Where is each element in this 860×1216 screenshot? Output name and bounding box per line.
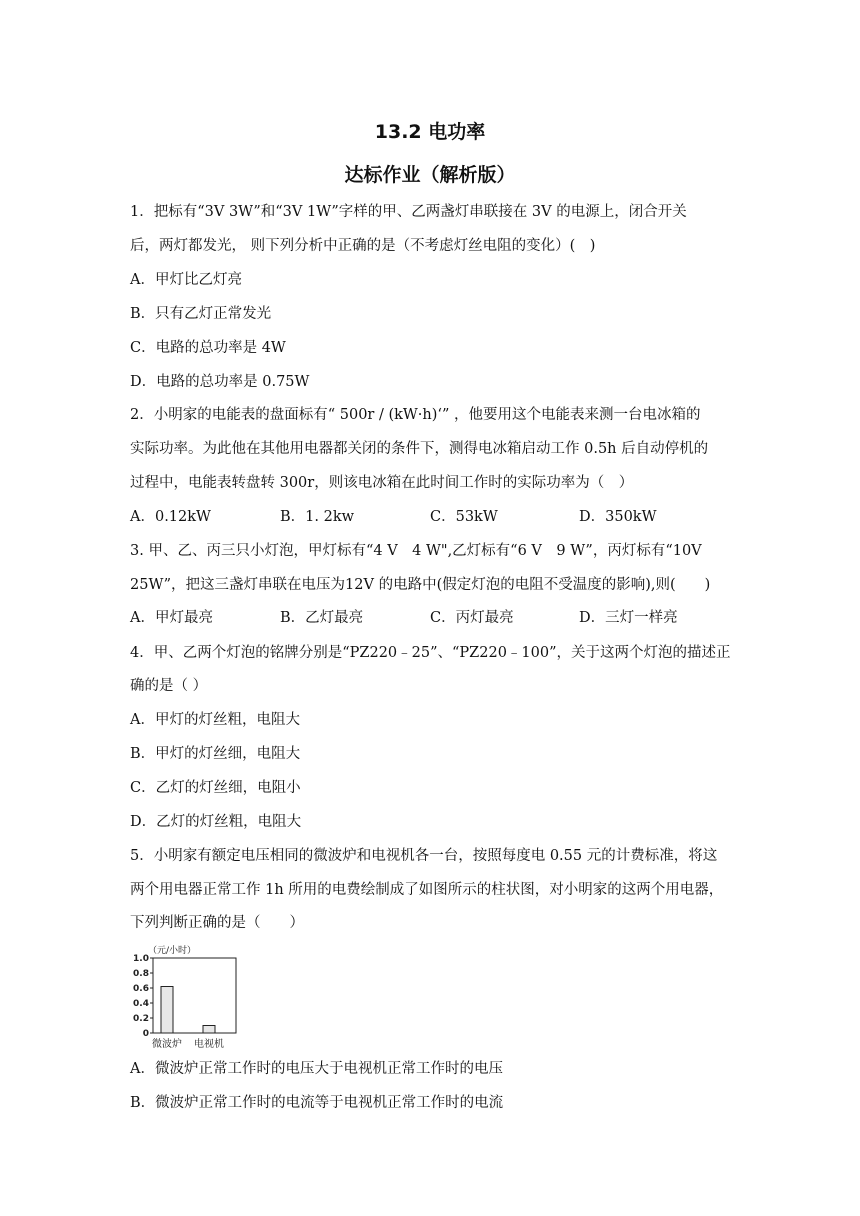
x-category-label: 电视机 [194,1039,224,1050]
q3-option-b: B．乙灯最亮 [280,610,364,626]
q4-option-b: B．甲灯的灯丝细，电阻大 [130,746,301,762]
q5-text-line3: 下列判断正确的是（ ） [130,915,304,931]
q3-text-line2: 25W”，把这三盏灯串联在电压为12V 的电路中(假定灯泡的电阻不受温度的影响),则( ) [130,577,711,593]
q3-option-d: D．三灯一样亮 [579,610,678,626]
q4-option-a: A．甲灯的灯丝粗，电阻大 [130,712,300,728]
q3-option-c: C．丙灯最亮 [430,610,514,626]
q1-option-b: B．只有乙灯正常发光 [130,306,272,322]
q1-option-d: D．电路的总功率是 0.75W [130,374,310,390]
y-tick-label: 0.8 [133,969,149,979]
q2-options-row [130,507,730,527]
q4-text-line2: 确的是（ ） [130,678,208,694]
x-category-label: 微波炉 [152,1039,182,1050]
q2-text-line2: 实际功率。为此他在其他用电器都关闭的条件下，测得电冰箱启动工作 0.5h 后自动停机的 [130,441,709,457]
y-tick-label: 0 [142,1029,149,1039]
q4-option-c: C．乙灯的灯丝细，电阻小 [130,780,301,796]
q2-text-line3: 过程中，电能表转盘转 300r，则该电冰箱在此时间工作时的实际功率为（ ） [130,475,634,491]
page-subtitle: 达标作业（解析版） [344,164,516,186]
q4-option-d: D．乙灯的灯丝粗，电阻大 [130,814,302,830]
q1-option-c: C．电路的总功率是 4W [130,340,286,356]
chart-ylabel: （元/小时） [148,946,197,956]
q5-option-a: A．微波炉正常工作时的电压大于电视机正常工作时的电压 [130,1061,503,1077]
q4-text-line1: 4．甲、乙两个灯泡的铭牌分别是“PZ220﹣25”、“PZ220﹣100”，关于这两个灯泡的描述正 [130,645,731,661]
q2-option-a: A．0.12kW [130,509,211,525]
q1-option-a: A．甲灯比乙灯亮 [130,272,242,288]
bar-tv [203,1026,215,1034]
q1-text-line1: 1．把标有“3V 3W”和“3V 1W”字样的甲、乙两盏灯串联接在 3V 的电源上，闭合开关 [130,204,687,220]
bar-chart [126,940,246,1052]
q2-option-b: B．1. 2kw [280,509,355,525]
page-title: 13.2 电功率 [374,121,486,143]
bar-microwave [161,987,173,1034]
q5-text-line2: 两个用电器正常工作 1h 所用的电费绘制成了如图所示的柱状图，对小明家的这两个用电器， [130,882,724,898]
y-tick-label: 0.4 [133,999,149,1009]
y-tick-label: 0.6 [133,984,149,994]
q3-option-a: A．甲灯最亮 [130,610,213,626]
q5-text-line1: 5．小明家有额定电压相同的微波炉和电视机各一台，按照每度电 0.55 元的计费标准，将这 [130,848,718,864]
q3-text-line1: 3. 甲、乙、丙三只小灯泡，甲灯标有“4 V 4 W",乙灯标有“6 V 9 W”，丙灯标有“10V [130,543,702,559]
q2-text-line1: 2．小明家的电能表的盘面标有“ 500r / (kW·h)‘” ，他要用这个电能表来测一台电冰箱的 [130,407,701,423]
q3-options-row [130,608,730,628]
y-tick-label: 0.2 [133,1014,149,1024]
q2-option-c: C．53kW [430,509,498,525]
q1-text-line2: 后，两灯都发光， 则下列分析中正确的是（不考虑灯丝电阻的变化）( ) [130,238,596,254]
q2-option-d: D．350kW [579,509,657,525]
q5-option-b: B．微波炉正常工作时的电流等于电视机正常工作时的电流 [130,1095,504,1111]
y-tick-label: 1.0 [133,954,149,964]
